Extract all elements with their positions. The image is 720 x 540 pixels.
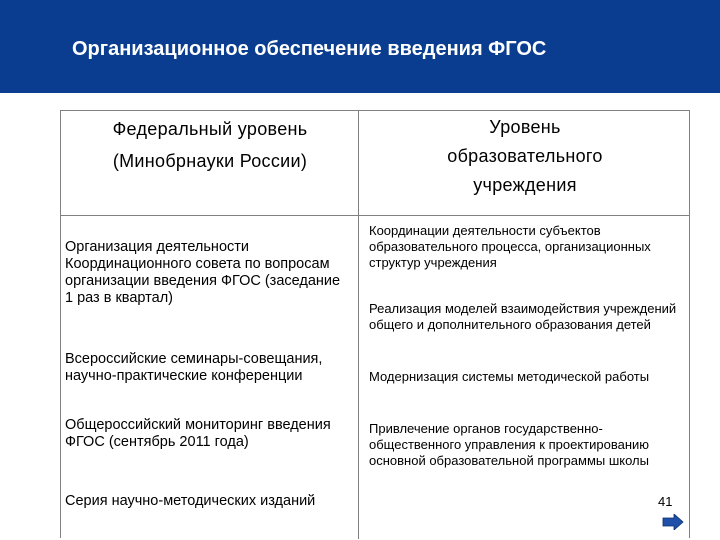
federal-level-heading	[65, 113, 355, 177]
institution-item-public-administration: Привлечение органов государственно-общественного управления к проектированию основной образовательной программы школы	[369, 421, 650, 468]
federal-item-publications: Серия научно-методических изданий	[65, 493, 316, 509]
institution-item-coordination: Координации деятельности субъектов образовательного процесса, организационных структур учреждения	[369, 223, 651, 270]
institution-level-heading-line1: Уровень	[489, 117, 561, 137]
header-bar	[0, 0, 720, 93]
levels-table	[60, 110, 690, 538]
institution-item-interaction-models: Реализация моделей взаимодействия учреждений общего и дополнительного образования детей	[369, 301, 677, 332]
federal-item-coordination-council: Организация деятельности Координационного совета по вопросам организации введения ФГОС (заседание 1 раз в квартал)	[65, 239, 341, 306]
institution-level-heading	[361, 113, 689, 200]
slide-number: 41	[658, 494, 673, 509]
institution-item-methodical-work: Модернизация системы методической работы	[369, 369, 650, 384]
federal-item-monitoring: Общероссийский мониторинг введения ФГОС (сентябрь 2011 года)	[65, 417, 331, 450]
institution-level-heading-line3: учреждения	[473, 175, 577, 195]
institution-level-heading-line2: образовательного	[447, 146, 603, 166]
federal-item-seminars: Всероссийские семинары-совещания, научно-практические конференции	[65, 351, 323, 384]
arrow-right-icon[interactable]	[662, 514, 684, 530]
column-divider	[358, 111, 359, 539]
federal-level-heading-line1: Федеральный уровень	[112, 119, 308, 139]
slide-title: Организационное обеспечение введения ФГОС	[72, 38, 547, 60]
federal-level-heading-line2: (Минобрнауки России)	[112, 151, 308, 171]
header-divider	[61, 215, 689, 216]
